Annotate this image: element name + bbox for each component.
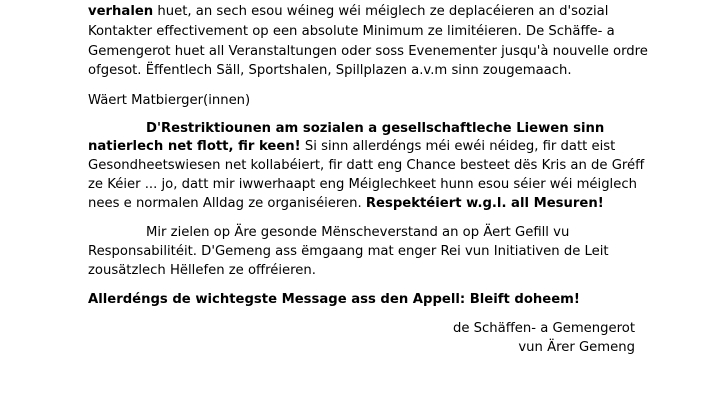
para1-line-2: Kontakter effectivement op een absolute Minimum ze limitéieren. De Schäffe- a <box>88 24 615 39</box>
para1-line-4: ofgesot. Ëffentlech Säll, Sportshalen, Spillplazen a.v.m sinn zougemaach. <box>88 63 572 78</box>
para3-line-3: zousätzlech Hëllefen ze offréieren. <box>88 263 316 278</box>
para2-line-5-bold: Respektéiert w.g.l. all Mesuren! <box>365 196 604 211</box>
signature-line-1: de Schäffen- a Gemengerot <box>452 321 635 336</box>
para2-line-1: D'Restriktiounen am sozialen a gesellschaftleche Liewen sinn <box>146 121 605 136</box>
para2-line-3: Gesondheetswiesen net kollabéiert, fir datt eng Chance besteet dës Kris an de Gréff <box>88 158 645 173</box>
salutation: Wäert Matbierger(innen) <box>88 93 251 108</box>
para2-line-2 <box>88 138 615 156</box>
para1-line-1 <box>88 3 608 21</box>
para3-line-2: Responsabilitéit. D'Gemeng ass ëmgaang mat enger Rei vun Initiativen de Leit <box>88 244 609 259</box>
para2-line-2-text: Si sinn allerdéngs méi ewéi néideg, fir datt eist <box>300 139 616 154</box>
para1-line-3: Gemengerot huet all Veranstaltungen oder soss Evenementer jusqu'à nouvelle ordre <box>88 44 648 59</box>
para2-line-5-text: nees e normalen Alldag ze organiséieren. <box>88 196 366 211</box>
para2-line-2-bold: natierlech net flott, fir keen! <box>88 139 301 154</box>
appeal-message: Allerdéngs de wichtegste Message ass den Appell: Bleift doheem! <box>88 292 580 307</box>
signature-line-2: vun Ärer Gemeng <box>518 340 635 355</box>
para1-bold-word: verhalen <box>88 4 154 19</box>
para2-line-5 <box>88 195 604 213</box>
para1-line-1-text: huet, an sech esou wéineg wéi méiglech ze deplacéieren an d'sozial <box>153 4 609 19</box>
para2-line-4: ze Kéier ... jo, datt mir iwwerhaapt eng Méiglechkeet hunn esou séier wéi méiglech <box>88 177 637 192</box>
para3-line-1: Mir zielen op Äre gesonde Mënscheverstand an op Äert Gefill vu <box>146 225 570 240</box>
